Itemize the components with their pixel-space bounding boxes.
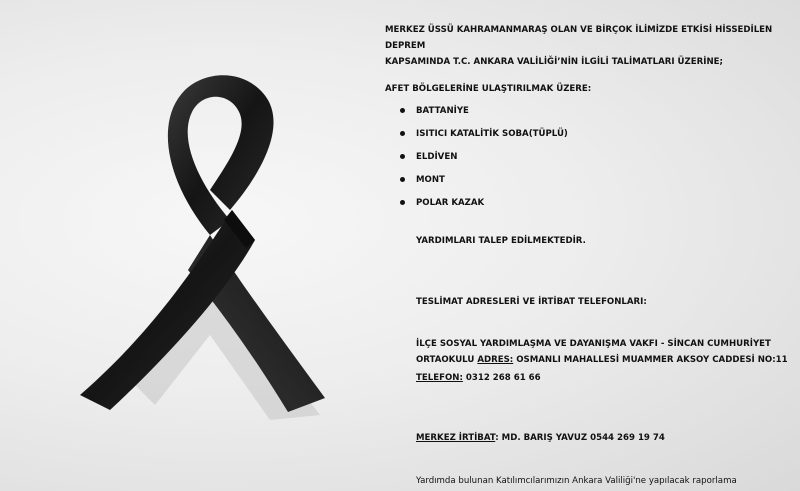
list-item: [385, 106, 568, 129]
address-label: ADRES:: [477, 355, 514, 365]
bullet-icon: [400, 108, 405, 113]
delivery-heading: TESLİMAT ADRESLERİ VE İRTİBAT TELEFONLARI:: [416, 297, 647, 307]
request-statement: YARDIMLARI TALEP EDİLMEKTEDİR.: [416, 236, 586, 246]
list-item: [385, 175, 568, 198]
intro-line-1: MERKEZ ÜSSÜ KAHRAMANMARAŞ OLAN VE BİRÇOK İLİMİZDE ETKİSİ HİSSEDİLEN DEPREM: [385, 25, 773, 51]
list-item: [385, 129, 568, 152]
list-item-label: ELDİVEN: [416, 152, 458, 162]
contact-value: : MD. BARIŞ YAVUZ 0544 269 19 74: [495, 433, 665, 443]
black-ribbon-image: [60, 60, 350, 420]
phone-line: [416, 373, 541, 383]
list-item: [385, 152, 568, 175]
needed-items-list: [385, 106, 568, 221]
list-item-label: MONT: [416, 175, 445, 185]
list-item: [385, 198, 568, 221]
address-prefix: ORTAOKULU: [416, 355, 478, 365]
address-value: OSMANLI MAHALLESİ MUAMMER AKSOY CADDESİ NO:11: [513, 355, 788, 365]
list-item-label: BATTANİYE: [416, 106, 469, 116]
footer-note: Yardımda bulunan Katılımcılarımızın Ankara Valiliği'ne yapılacak raporlama: [416, 476, 737, 486]
contact-label: MERKEZ İRTİBAT: [416, 433, 496, 443]
address-line-2: [416, 352, 796, 368]
delivery-address: [416, 336, 796, 368]
list-item-label: POLAR KAZAK: [416, 198, 485, 208]
afet-heading: AFET BÖLGELERİNE ULAŞTIRILMAK ÜZERE:: [385, 84, 592, 94]
intro-paragraph: [385, 22, 790, 70]
contact-line: [416, 433, 665, 443]
phone-label: TELEFON:: [416, 373, 463, 383]
address-line-1: İLÇE SOSYAL YARDIMLAŞMA VE DAYANIŞMA VAKFI - SİNCAN CUMHURİYET: [416, 339, 771, 349]
intro-line-2: KAPSAMINDA T.C. ANKARA VALİLİĞİ’NİN İLGİLİ TALİMATLARI ÜZERİNE;: [385, 57, 723, 67]
phone-value: 0312 268 61 66: [462, 373, 541, 383]
bullet-icon: [400, 154, 405, 159]
bullet-icon: [400, 177, 405, 182]
bullet-icon: [400, 131, 405, 136]
bullet-icon: [400, 200, 405, 205]
list-item-label: ISITICI KATALİTİK SOBA(TÜPLÜ): [416, 129, 568, 139]
